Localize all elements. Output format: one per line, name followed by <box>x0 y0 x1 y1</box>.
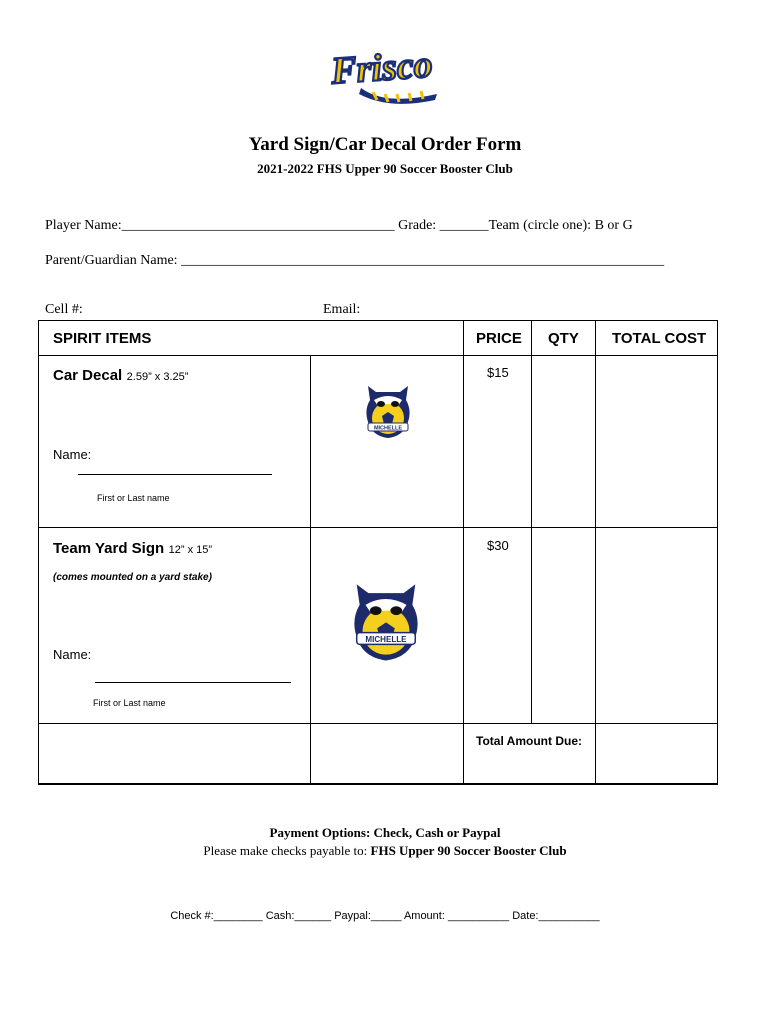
item-size: 12” x 15” <box>168 544 213 556</box>
svg-text:MICHELLE: MICHELLE <box>373 425 403 432</box>
payable-to-line <box>0 843 770 859</box>
header-price: PRICE <box>476 330 522 347</box>
frisco-logo <box>325 36 440 104</box>
yard-sign-note: (comes mounted on a yard stake) <box>53 572 212 583</box>
email-label[interactable]: Email: <box>323 302 361 317</box>
raccoon-yard-sign-image <box>345 568 427 668</box>
car-decal-name-line[interactable] <box>78 474 272 475</box>
form-title: Yard Sign/Car Decal Order Form <box>248 134 522 155</box>
payment-options: Payment Options: Check, Cash or Paypal <box>269 825 501 840</box>
header-spirit-items: SPIRIT ITEMS <box>53 330 152 347</box>
payable-to-name: FHS Upper 90 Soccer Booster Club <box>370 843 567 858</box>
header-total-cost: TOTAL COST <box>612 330 707 347</box>
item-car-decal <box>53 367 188 385</box>
yard-sign-name-label: Name: <box>53 647 92 662</box>
item-name: Car Decal <box>53 367 123 384</box>
car-decal-price: $15 <box>487 365 509 380</box>
svg-text:MICHELLE: MICHELLE <box>365 635 407 645</box>
raccoon-decal-image <box>360 378 416 440</box>
payable-prefix: Please make checks payable to: <box>203 843 371 858</box>
svg-text:Frisco: Frisco <box>329 43 434 93</box>
yard-sign-name-line[interactable] <box>95 682 291 683</box>
item-size: 2.59” x 3.25” <box>126 371 189 383</box>
yard-sign-name-hint: First or Last name <box>93 698 166 708</box>
player-name-line[interactable]: Player Name:_______________________________________ Grade: _______Team (circle one): B or G <box>45 218 633 233</box>
car-decal-name-hint: First or Last name <box>97 493 170 503</box>
yard-sign-price: $30 <box>487 538 509 553</box>
item-name: Team Yard Sign <box>53 540 165 557</box>
parent-name-line[interactable]: Parent/Guardian Name: _____________________________________________________________________ <box>45 253 665 268</box>
form-subtitle: 2021-2022 FHS Upper 90 Soccer Booster Club <box>257 161 513 176</box>
item-team-yard-sign <box>53 540 212 558</box>
office-use-check-line: Check #:________ Cash:______ Paypal:_____ Amount: __________ Date:__________ <box>170 910 600 922</box>
car-decal-name-label: Name: <box>53 447 92 462</box>
cell-label[interactable]: Cell #: <box>45 302 83 317</box>
total-amount-due-label: Total Amount Due: <box>476 734 582 748</box>
header-qty: QTY <box>548 330 579 347</box>
